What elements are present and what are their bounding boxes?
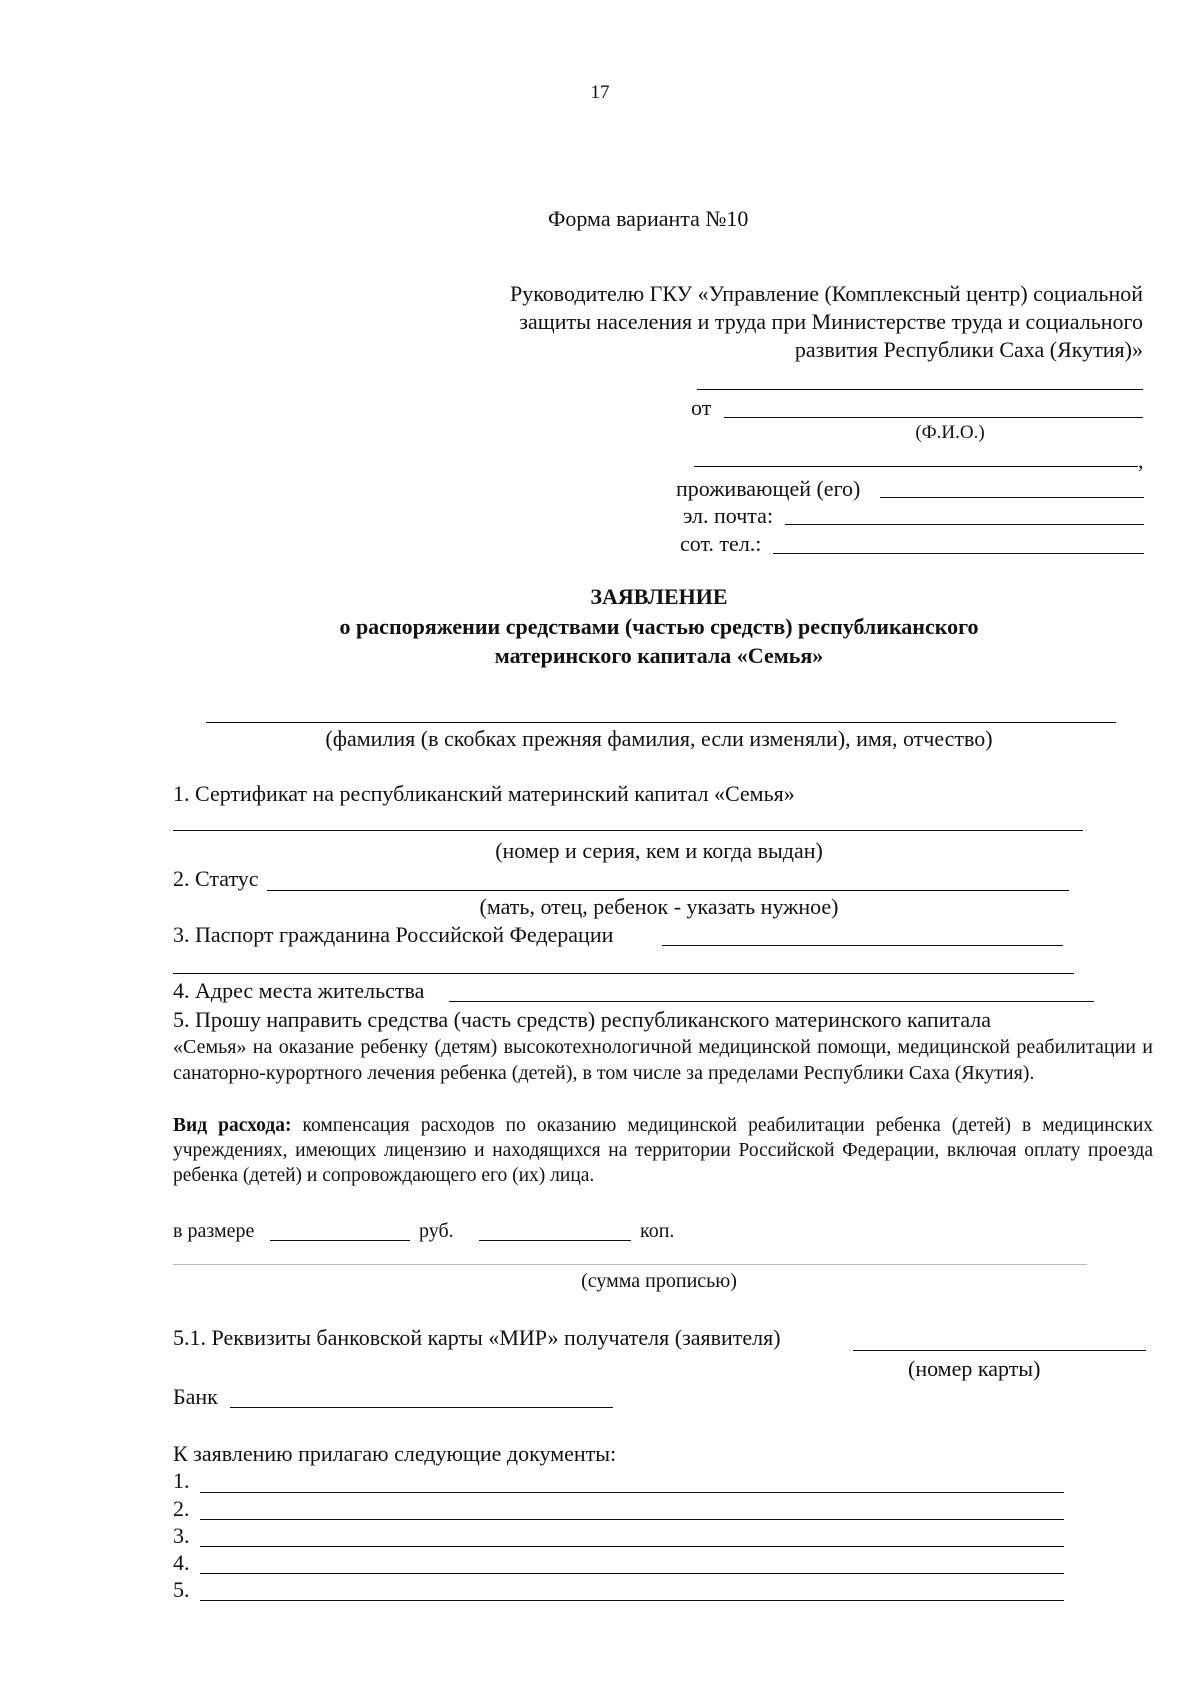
- addressee-line-2: защиты населения и труда при Министерстве труда и социального: [519, 309, 1143, 334]
- full-name-hint: (фамилия (в скобках прежняя фамилия, если изменяли), имя, отчество): [325, 726, 993, 751]
- email-field[interactable]: [785, 524, 1144, 525]
- card-number-hint: (номер карты): [908, 1356, 1041, 1381]
- bank-label: Банк: [173, 1384, 218, 1409]
- page-number: 17: [590, 82, 610, 103]
- item-1-certificate: 1. Сертификат на республиканский материнский капитал «Семья»: [173, 781, 795, 806]
- expense-text: компенсация расходов по оказанию медицинской реабилитации ребенка (детей) в медицинских учреждениях, имеющих лицензию и находящихся на территории Российской Федерации, включая оплату проезда ребенка (детей) и сопровождающего его (их) лица.: [173, 1115, 1154, 1186]
- applicant-fio-field[interactable]: [724, 417, 1143, 418]
- status-field[interactable]: [267, 890, 1069, 891]
- attachment-number: 2.: [173, 1496, 190, 1521]
- bank-card-label: 5.1. Реквизиты банковской карты «МИР» получателя (заявителя): [173, 1325, 781, 1350]
- bank-name-field[interactable]: [230, 1407, 613, 1408]
- phone-label: сот. тел.:: [680, 531, 762, 556]
- status-hint: (мать, отец, ребенок - указать нужное): [479, 894, 839, 919]
- item-5-request-continued: «Семья» на оказание ребенку (детям) высокотехнологичной медицинской помощи, медицинской реабилитации и санаторно-курортного лечения ребенка (детей), в том числе за пределами Республики Саха (Якутия).: [173, 1036, 1153, 1084]
- certificate-field[interactable]: [173, 830, 1083, 831]
- expense-paragraph: [173, 1113, 1153, 1188]
- attachments-heading: К заявлению прилагаю следующие документы:: [173, 1441, 617, 1466]
- card-number-field[interactable]: [853, 1350, 1146, 1351]
- attachment-number: 5.: [173, 1577, 190, 1602]
- document-title: ЗАЯВЛЕНИЕ: [590, 584, 728, 609]
- passport-field[interactable]: [662, 945, 1063, 946]
- name-comma: ,: [1138, 448, 1144, 473]
- applicant-blank-line[interactable]: [697, 389, 1143, 390]
- attachment-number: 1.: [173, 1468, 190, 1493]
- attachment-field[interactable]: [200, 1492, 1064, 1493]
- email-label: эл. почта:: [683, 503, 774, 528]
- kop-label: коп.: [640, 1220, 675, 1242]
- certificate-hint: (номер и серия, кем и когда выдан): [495, 838, 823, 863]
- fio-hint: (Ф.И.О.): [915, 422, 985, 443]
- attachment-field[interactable]: [200, 1573, 1064, 1574]
- attachment-field[interactable]: [200, 1546, 1064, 1547]
- amount-kop-field[interactable]: [479, 1240, 631, 1241]
- item-5-request: 5. Прошу направить средства (часть средств) республиканского материнского капитала: [173, 1007, 992, 1032]
- item-2-status: 2. Статус: [173, 866, 259, 891]
- attachment-field[interactable]: [200, 1600, 1064, 1601]
- attachment-number: 3.: [173, 1523, 190, 1548]
- document-subtitle-line-2: материнского капитала «Семья»: [494, 643, 824, 668]
- rub-label: руб.: [419, 1220, 454, 1242]
- document-subtitle-line-1: о распоряжении средствами (частью средств) республиканского: [339, 614, 979, 639]
- attachment-number: 4.: [173, 1550, 190, 1575]
- passport-field-continued[interactable]: [173, 973, 1074, 974]
- item-4-address: 4. Адрес места жительства: [173, 978, 425, 1003]
- addressee-line-3: развития Республики Саха (Якутия)»: [794, 337, 1143, 362]
- attachment-field[interactable]: [200, 1519, 1064, 1520]
- phone-field[interactable]: [773, 553, 1144, 554]
- applicant-name-continued-field[interactable]: [694, 466, 1138, 467]
- amount-in-words-hint: (сумма прописью): [581, 1270, 737, 1292]
- expense-label: Вид расхода:: [173, 1115, 292, 1136]
- amount-prefix: в размере: [173, 1220, 255, 1242]
- form-variant-label: Форма варианта №10: [548, 206, 749, 231]
- addressee-line-1: Руководителю ГКУ «Управление (Комплексный центр) социальной: [509, 281, 1143, 306]
- full-name-field[interactable]: [206, 722, 1116, 723]
- from-label: от: [691, 395, 712, 420]
- item-3-passport: 3. Паспорт гражданина Российской Федерации: [173, 922, 614, 947]
- amount-in-words-field[interactable]: [173, 1264, 1087, 1265]
- address-field[interactable]: [449, 1001, 1094, 1002]
- amount-rub-field[interactable]: [270, 1240, 410, 1241]
- residing-label: проживающей (его): [676, 476, 861, 501]
- residing-address-field[interactable]: [880, 497, 1144, 498]
